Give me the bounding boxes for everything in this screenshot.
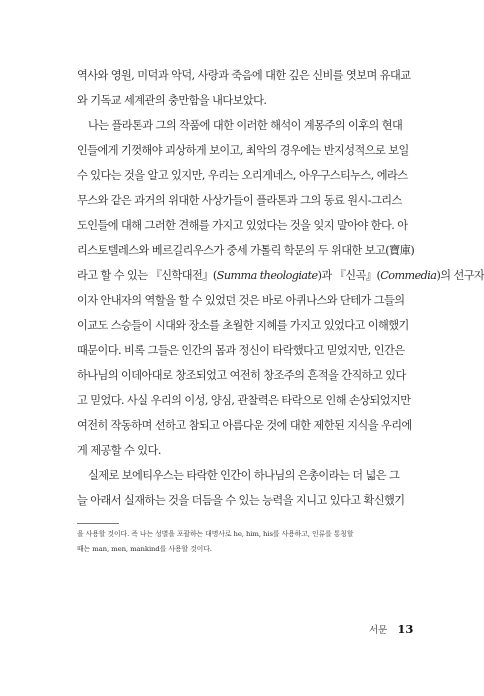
text-line: 이교도 스승들이 시대와 장소를 초월한 지혜를 가지고 있었다고 이해했기 xyxy=(77,319,409,332)
running-footer xyxy=(369,619,413,637)
text-line: 게 제공할 수 있다. xyxy=(77,444,161,457)
footnote-rule xyxy=(77,523,119,524)
text-line: 때문이다. 비록 그들은 인간의 몸과 정신이 타락했다고 믿었지만, 인간은 xyxy=(77,344,405,357)
text-line: 수 있다는 것을 알고 있지만, 우리는 오리게네스, 아우구스티누스, 에라스 xyxy=(77,169,408,182)
text-line: 도인들에 대해 그러한 견해를 가지고 있었다는 것을 잊지 말아야 한다. 아 xyxy=(77,219,408,232)
text-line: 역사와 영원, 미덕과 악덕, 사랑과 죽음에 대한 깊은 신비를 엿보며 유대교 xyxy=(77,69,411,82)
latin-title: Summa theologiate xyxy=(216,269,318,282)
text-line: 라고 할 수 있는 『신학대전』(Summa theologiate)과 『신곡』(Commedia)의 선구자 xyxy=(77,269,484,282)
footnote-line: 때는 man, men, mankind를 사용할 것이다. xyxy=(77,545,212,553)
footnote-line: 을 사용할 것이다. 즉 나는 성별을 포괄하는 대명사로 he, him, his를 사용하고, 인류를 통칭할 xyxy=(77,530,354,538)
paragraph-start-line: 실제로 보에티우스는 타락한 인간이 하나님의 은총이라는 더 넓은 그 xyxy=(88,469,400,482)
text-line: 고 믿었다. 사실 우리의 이성, 양심, 관찰력은 타락으로 인해 손상되었지만 xyxy=(77,394,411,407)
text-line: 인들에게 기껏해야 괴상하게 보이고, 최악의 경우에는 반지성적으로 보일 xyxy=(77,144,409,157)
text-line: 여전히 작동하며 선하고 참되고 아름다운 것에 대한 제한된 지식을 우리에 xyxy=(77,419,412,432)
section-label: 서문 xyxy=(369,625,388,636)
text-line: 늘 아래서 실재하는 것을 더듬을 수 있는 능력을 지니고 있다고 확신했기 xyxy=(77,494,405,507)
text-line: 이자 안내자의 역할을 할 수 있었던 것은 바로 아퀴나스와 단테가 그들의 xyxy=(77,294,405,307)
text-line: 무스와 같은 과거의 위대한 사상가들이 플라톤과 그의 동료 원시-그리스 xyxy=(77,194,402,207)
page-number: 13 xyxy=(397,622,414,636)
text-line: 리스토텔레스와 베르길리우스가 중세 가톨릭 학문의 두 위대한 보고(寶庫) xyxy=(77,244,415,257)
body-text xyxy=(77,63,484,513)
paragraph-start-line: 나는 플라톤과 그의 작품에 대한 이러한 해석이 계몽주의 이후의 현대 xyxy=(88,119,403,132)
text-line: 와 기독교 세계관의 충만함을 내다보았다. xyxy=(77,94,267,107)
text-line: 하나님의 이데아대로 창조되었고 여전히 창조주의 흔적을 간직하고 있다 xyxy=(77,369,406,382)
latin-title: Commedia xyxy=(380,269,437,282)
footnote xyxy=(77,527,407,557)
